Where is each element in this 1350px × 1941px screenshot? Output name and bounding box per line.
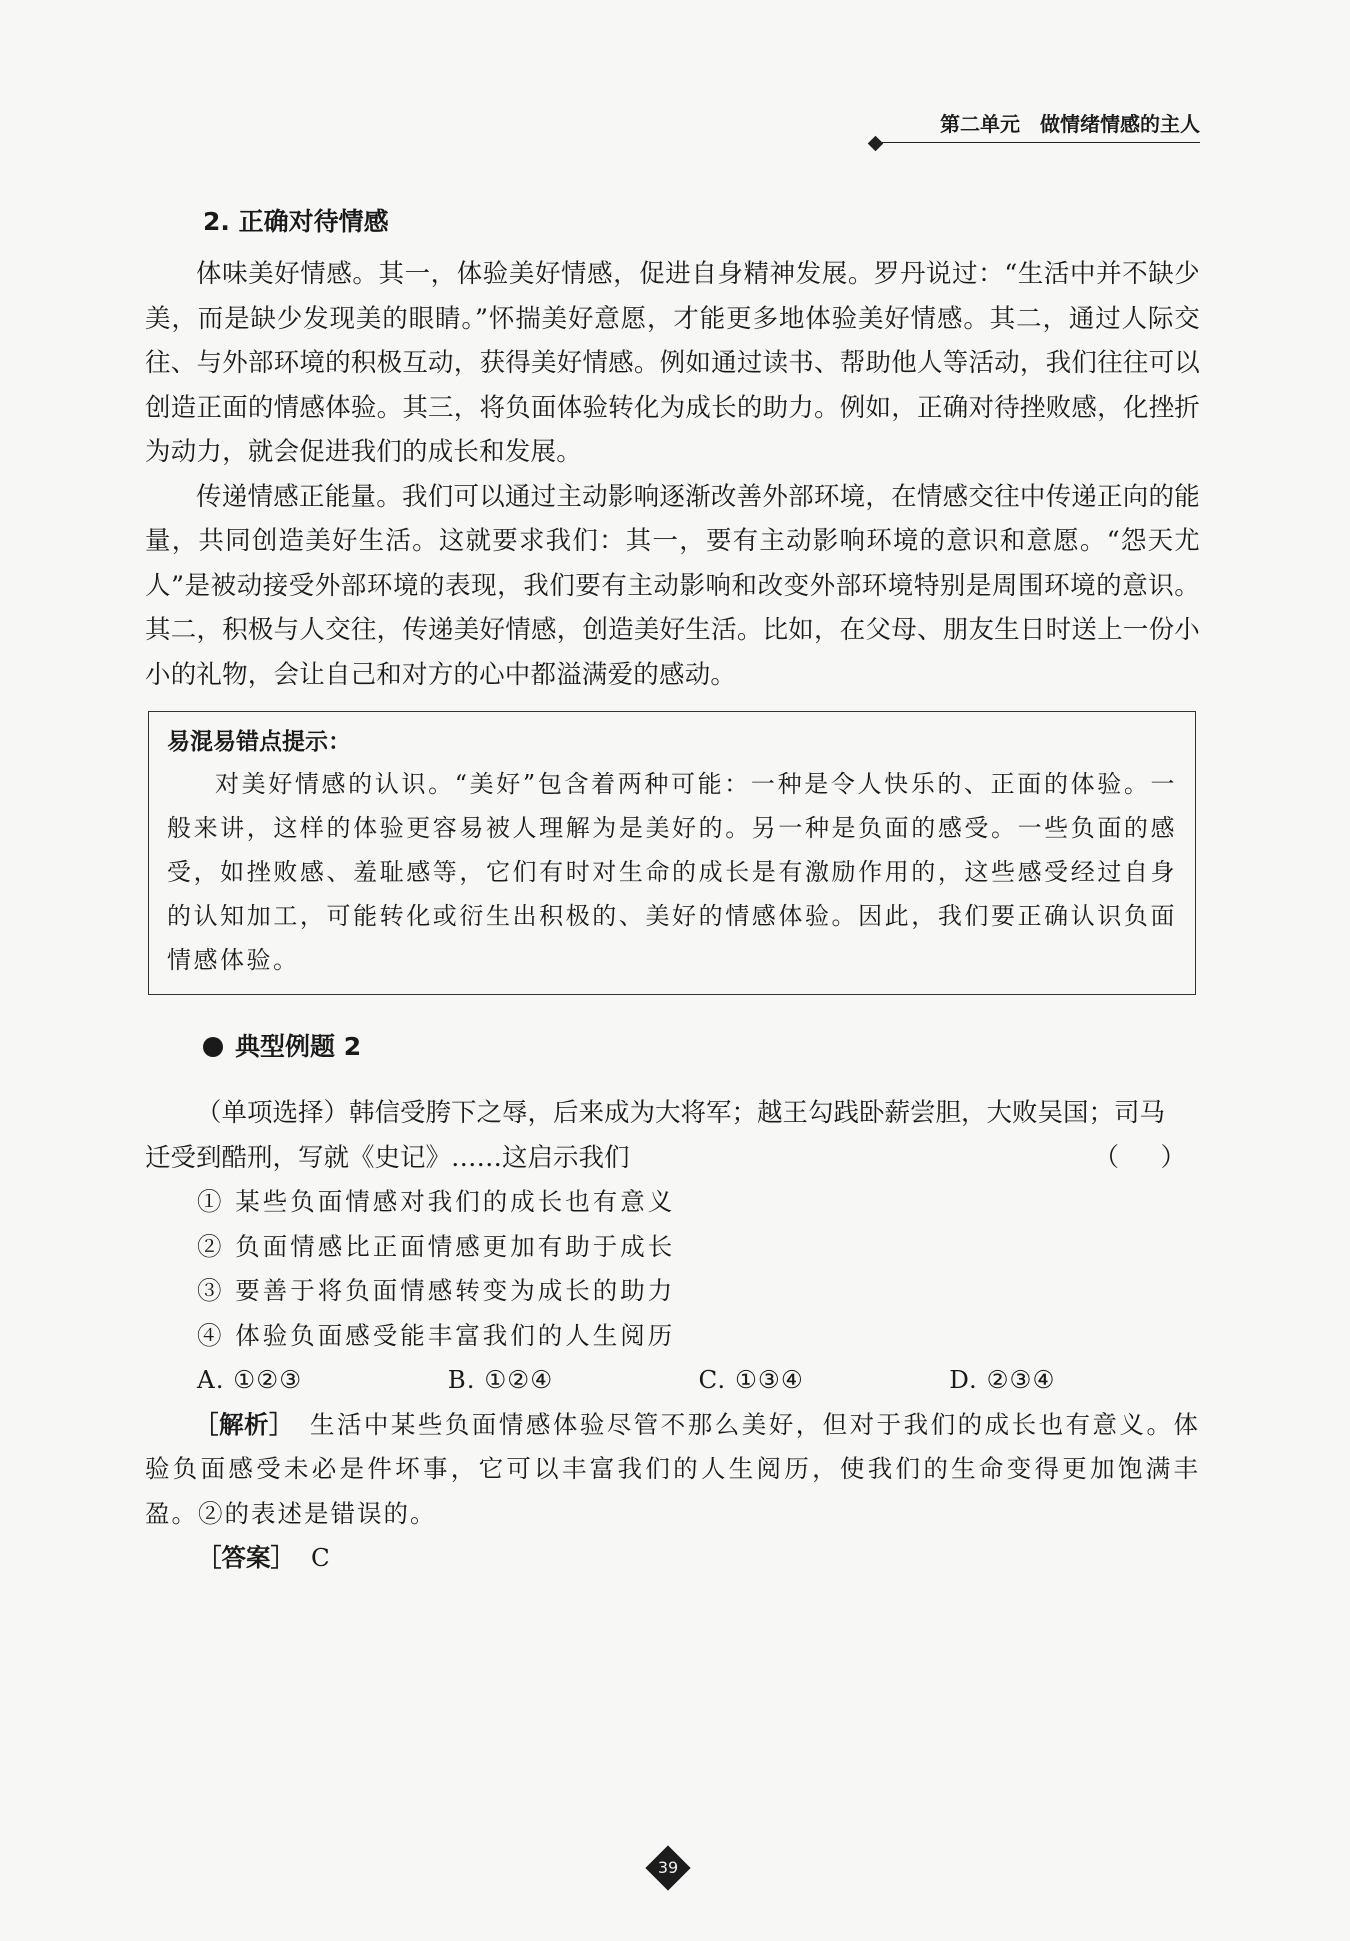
page-number-text: 39 xyxy=(657,1858,679,1877)
tip-text: 对美好情感的认识。“美好”包含着两种可能：一种是令人快乐的、正面的体验。一般来讲，这样的体验更容易被人理解为是美好的。另一种是负面的感受。一些负面的感受，如挫败感、羞耻感等，它们有时对生命的成长是有激励作用的，这些感受经过自身的认知加工，可能转化或衍生出积极的、美好的情感体验。因此，我们要正确认识负面情感体验。 xyxy=(167,770,1177,974)
running-header xyxy=(880,110,1200,143)
choice-b: B. ①②④ xyxy=(447,1365,554,1394)
analysis-text: 生活中某些负面情感体验尽管不那么美好，但对于我们的成长也有意义。体验负面感受未必是件坏事，它可以丰富我们的人生阅历，使我们的生命变得更加饱满丰盈。②的表述是错误的。 xyxy=(145,1409,1201,1528)
paragraph-1: 体味美好情感。其一，体验美好情感，促进自身精神发展。罗丹说过：“生活中并不缺少美，而是缺少发现美的眼睛。”怀揣美好意愿，才能更多地体验美好情感。其二，通过人际交往、与外部环境的积极互动，获得美好情感。例如通过读书、帮助他人等活动，我们往往可以创造正面的情感体验。其三，将负面体验转化为成长的助力。例如，正确对待挫败感，化挫折为动力，就会促进我们的成长和发展。 xyxy=(145,259,1200,467)
example-heading-text: 典型例题 2 xyxy=(235,1032,362,1061)
question-line-2-text: 迁受到酷刑，写就《史记》……这启示我们 xyxy=(145,1142,630,1173)
bullet-icon xyxy=(203,1037,223,1057)
answer-choices xyxy=(197,1358,1200,1403)
analysis-label: ［解析］ xyxy=(194,1409,294,1439)
question-line-2 xyxy=(145,1136,1200,1181)
section-heading: 2. 正确对待情感 xyxy=(203,207,389,236)
analysis xyxy=(145,1403,1200,1537)
choice-c: C. ①③④ xyxy=(698,1365,804,1394)
main-content xyxy=(145,200,1200,1581)
choice-d: D. ②③④ xyxy=(949,1365,1056,1394)
header-diamond-icon xyxy=(868,136,884,152)
answer-paren: （ ） xyxy=(1093,1142,1194,1173)
example-heading xyxy=(203,1025,1200,1069)
answer-label: ［答案］ xyxy=(197,1543,295,1572)
answer-value: C xyxy=(311,1543,330,1572)
statement-4: ④ 体验负面感受能丰富我们的人生阅历 xyxy=(197,1320,676,1350)
answer xyxy=(197,1536,1200,1581)
choice-a: A. ①②③ xyxy=(197,1365,303,1394)
question-line-1: （单项选择）韩信受胯下之辱，后来成为大将军；越王勾践卧薪尝胆，大败吴国；司马 xyxy=(196,1098,1166,1128)
page-number xyxy=(646,1846,690,1890)
tip-title: 易混易错点提示： xyxy=(167,729,351,755)
statement-1: ① 某些负面情感对我们的成长也有意义 xyxy=(197,1187,676,1216)
statement-3: ③ 要善于将负面情感转变为成长的助力 xyxy=(197,1276,676,1305)
running-header-title: 第二单元 做情绪情感的主人 xyxy=(940,112,1200,136)
statement-2: ② 负面情感比正面情感更加有助于成长 xyxy=(197,1231,676,1261)
paragraph-2: 传递情感正能量。我们可以通过主动影响逐渐改善外部环境，在情感交往中传递正向的能量，共同创造美好生活。这就要求我们：其一，要有主动影响环境的意识和意愿。“怨天尤人”是被动接受外部环境的表现，我们要有主动影响和改变外部环境特别是周围环境的意识。其二，积极与人交往，传递美好情感，创造美好生活。比如，在父母、朋友生日时送上一份小小的礼物，会让自己和对方的心中都溢满爱的感动。 xyxy=(145,481,1200,690)
tip-box xyxy=(148,711,1196,995)
